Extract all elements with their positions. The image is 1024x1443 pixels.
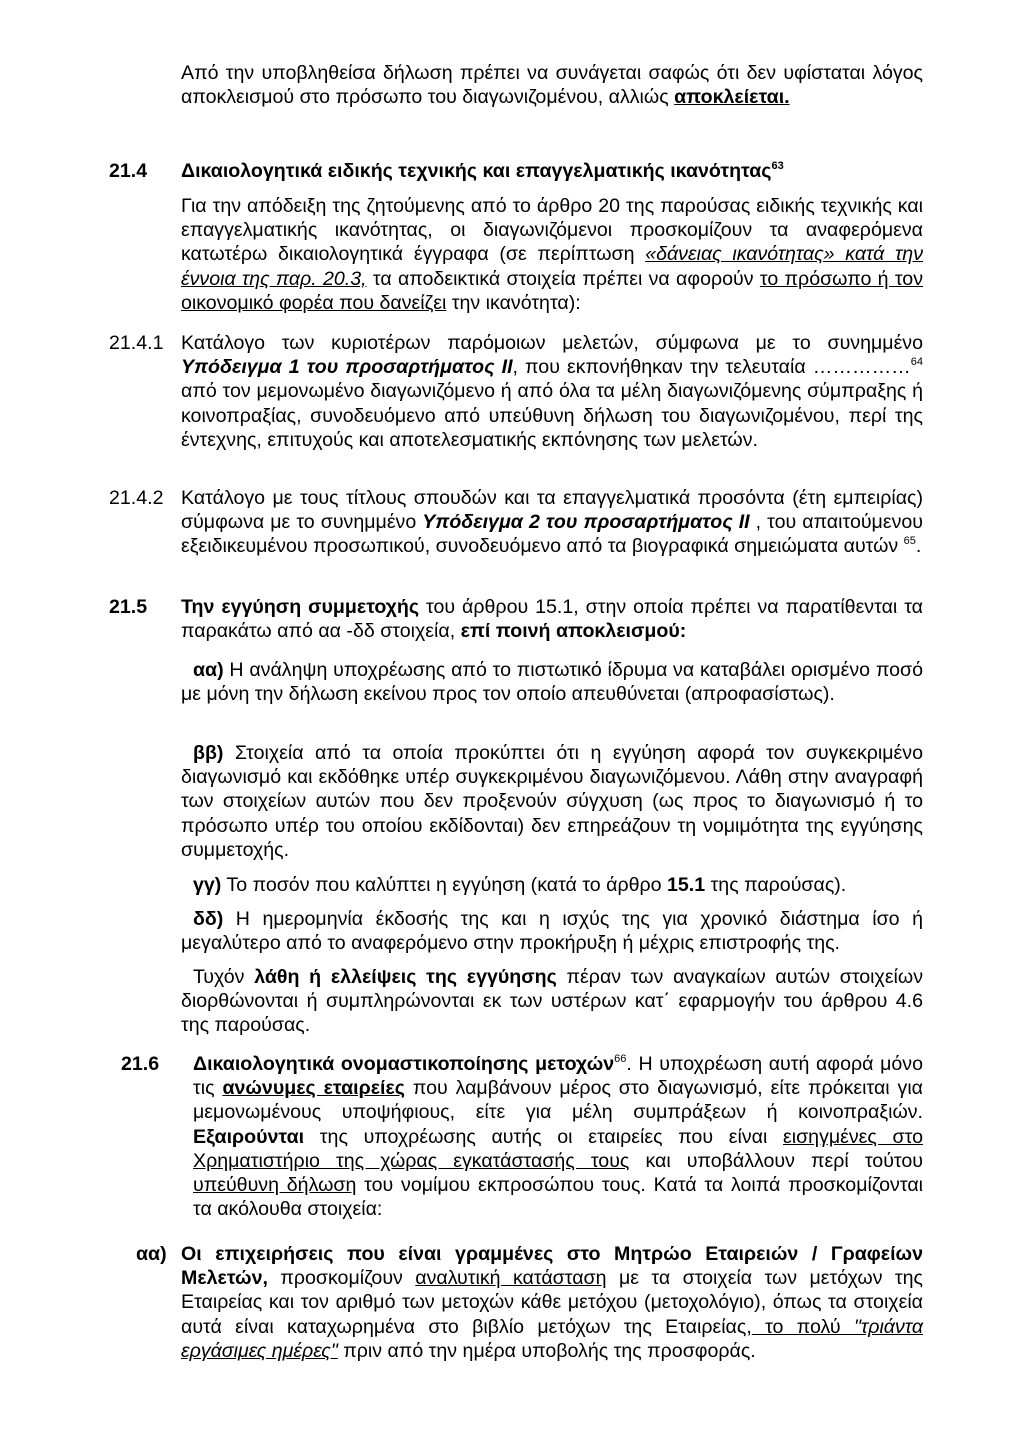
item-21-5-bb: ββ) Στοιχεία από τα οποία προκύπτει ότι η εγγύηση αφορά τον συγκεκριμένο διαγωνισμό και εκδόθηκε υπέρ συγκεκριμένου διαγωνιζόμενου. Λάθη στην αναγραφή των στοιχείων αυτών που δεν προξενούν σύγχυση (ως προς το διαγωνισμό ή το πρόσωπο υπέρ του οποίου εκδίδονται) δεν επηρεάζουν τη νομιμότητα της εγγύησης συμμετοχής. bbox=[181, 742, 923, 861]
section-21-4-1-number: 21.4.1 bbox=[109, 332, 164, 354]
item-21-6-aa: Οι επιχειρήσεις που είναι γραμμένες στο Μητρώο Εταιρειών / Γραφείων Μελετών, προσκομίζουν αναλυτική κατάσταση με τα στοιχεία των μετόχων της Εταιρείας και τον αριθμό των μετοχών κάθε μετόχου (μετοχολόγιο), όπως τα στοιχεία αυτά είναι καταχωρημένα στο βιβλίο μετόχων της Εταιρείας, το πολύ "τριάντα εργάσιμες ημέρες" πριν από την ημέρα υποβολής της προσφοράς. bbox=[181, 1243, 924, 1362]
intro-paragraph bbox=[181, 61, 923, 109]
exclusion-penalty: επί ποινή αποκλεισμού: bbox=[460, 620, 687, 643]
section-21-5-number: 21.5 bbox=[109, 596, 148, 618]
item-21-5-dd: δδ) Η ημερομηνία έκδοσής της και η ισχύς της για χρονικό διάστημα ίσο ή μεγαλύτερο από το αναφερόμενο στην προκήρυξη ή μέχρις επιστροφής της. bbox=[181, 908, 923, 955]
section-21-4-paragraph: Για την απόδειξη της ζητούμενης από το άρθρο 20 της παρούσας ειδικής τεχνικής και επαγγελματικής ικανότητας, οι διαγωνιζόμενοι προσκομίζουν τα αναφερόμενα κατωτέρω δικαιολογητικά έγγραφα (σε περίπτωση «δάνειας ικανότητας» κατά την έννοια της παρ. 20.3, τα αποδεικτικά στοιχεία πρέπει να αφορούν το πρόσωπο ή τον οικονομικό φορέα που δανείζει την ικανότητα): bbox=[181, 195, 924, 314]
intro-exclusion-emphasis: αποκλείεται. bbox=[674, 86, 790, 109]
anonymous-companies: ανώνυμες εταιρείες bbox=[222, 1077, 405, 1100]
section-21-4-number: 21.4 bbox=[109, 160, 148, 182]
section-21-4-2-number: 21.4.2 bbox=[109, 487, 164, 509]
item-aa-label: αα) bbox=[193, 659, 224, 681]
item-gg-label: γγ) bbox=[193, 874, 222, 896]
section-21-5-title: Την εγγύηση συμμετοχής bbox=[181, 596, 420, 618]
template-2-reference: Υπόδειγμα 2 του προσαρτήματος ΙΙ bbox=[422, 511, 750, 534]
footnote-ref-64: 64 bbox=[910, 356, 923, 369]
exempted-word: Εξαιρούνται bbox=[193, 1125, 305, 1148]
listed-companies-phrase: εισηγμένες στο Χρηματιστήριο της χώρας εγκατάστασής τους bbox=[193, 1125, 923, 1172]
item-21-6-aa-label: αα) bbox=[136, 1243, 167, 1265]
section-21-6-number: 21.6 bbox=[121, 1053, 160, 1075]
section-21-4-title: Δικαιολογητικά ειδικής τεχνικής και επαγγελματικής ικανότητας$^{63}$ bbox=[181, 160, 784, 182]
intro-text: Από την υποβληθείσα δήλωση πρέπει να συνάγεται σαφώς ότι δεν υφίσταται λόγος αποκλεισμού στο πρόσωπο του διαγωνιζομένου, αλλιώς bbox=[181, 62, 923, 109]
template-1-reference: Υπόδειγμα 1 του προσαρτήματος ΙΙ bbox=[181, 356, 513, 379]
detailed-statement-phrase: αναλυτική κατάσταση bbox=[415, 1267, 607, 1290]
footnote-ref-65: 65 bbox=[903, 535, 916, 548]
section-21-4-2-paragraph: Κατάλογο με τους τίτλους σπουδών και τα επαγγελματικά προσόντα (έτη εμπειρίας) σύμφωνα με το συνημμένο Υπόδειγμα 2 του προσαρτήματος ΙΙ , του απαιτούμενου εξειδικευμένου προσωπικού, συνοδευόμενο από τα βιογραφικά σημειώματα αυτών $^{65}$. bbox=[181, 487, 923, 558]
borrowed-capacity-phrase: «δάνειας ικανότητας» κατά την έννοια της παρ. 20.3, bbox=[181, 243, 923, 290]
solemn-declaration-phrase: υπεύθυνη δήλωση bbox=[193, 1174, 357, 1197]
item-bb-label: ββ) bbox=[193, 742, 224, 764]
footnote-ref-63: 63 bbox=[771, 160, 784, 172]
item-21-5-gg: γγ) Το ποσόν που καλύπτει η εγγύηση (κατά το άρθρο 15.1 της παρούσας). bbox=[193, 874, 847, 896]
article-15-1-ref: 15.1 bbox=[666, 874, 706, 896]
guarantee-errors-emphasis: λάθη ή ελλείψεις της εγγύησης bbox=[254, 966, 557, 988]
section-21-6-paragraph: Δικαιολογητικά ονομαστικοποίησης μετοχών$^{66}$. Η υποχρέωση αυτή αφορά μόνο τις ανώνυμες εταιρείες που λαμβάνουν μέρος στο διαγωνισμό, είτε πρόκειται για μεμονωμένους υποψήφιους, είτε για μέλη συμπράξεων ή κοινοπραξιών. Εξαιρούνται της υποχρέωσης αυτής οι εταιρείες που είναι εισηγμένες στο Χρηματιστήριο της χώρας εγκατάστασής τους και υποβάλλουν περί τούτου υπεύθυνη δήλωση του νομίμου εκπροσώπου τους. Κατά τα λοιπά προσκομίζονται τα ακόλουθα στοιχεία: bbox=[193, 1053, 924, 1221]
section-21-4-1-paragraph: Κατάλογο των κυριοτέρων παρόμοιων μελετών, σύμφωνα με το συνημμένο Υπόδειγμα 1 του προσαρτήματος ΙΙ, που εκπονήθηκαν την τελευταία ……………$^{64}$ από τον μεμονωμένο διαγωνιζόμενο ή από όλα τα μέλη διαγωνιζόμενης σύμπραξης ή κοινοπραξίας, συνοδευόμενο από υπεύθυνη δήλωση του διαγωνιζομένου, περί της έντεχνης, επιτυχούς και αποτελεσματικής εκπόνησης των μελετών. bbox=[181, 332, 923, 451]
section-21-6-title: Δικαιολογητικά ονομαστικοποίησης μετοχών bbox=[193, 1053, 615, 1075]
lender-phrase: το πρόσωπο ή τον οικονομικό φορέα που δανείζει bbox=[181, 267, 924, 314]
section-21-5-paragraph: Την εγγύηση συμμετοχής του άρθρου 15.1, στην οποία πρέπει να παρατίθενται τα παρακάτω από αα -δδ στοιχεία, επί ποινή αποκλεισμού: bbox=[181, 596, 923, 643]
guarantee-errors-paragraph: Τυχόν λάθη ή ελλείψεις της εγγύησης πέραν των αναγκαίων αυτών στοιχείων διορθώνονται ή συμπληρώνονται εκ των υστέρων κατ΄ εφαρμογήν του άρθρου 4.6 της παρούσας. bbox=[181, 966, 923, 1037]
registry-companies-title: Οι επιχειρήσεις που είναι γραμμένες στο Μητρώο Εταιρειών / Γραφείων Μελετών, bbox=[181, 1243, 923, 1290]
blank-dots: …………… bbox=[812, 356, 911, 379]
item-21-5-aa: αα) Η ανάληψη υποχρέωσης από το πιστωτικό ίδρυμα να καταβάλει ορισμένο ποσό με μόνη την δήλωση εκείνου προς τον οποίο απευθύνεται (απροφασίστως). bbox=[181, 659, 923, 706]
thirty-working-days-phrase: "τριάντα εργάσιμες ημέρες" bbox=[181, 1315, 923, 1362]
footnote-ref-66: 66 bbox=[614, 1053, 627, 1065]
item-dd-label: δδ) bbox=[193, 908, 224, 930]
at-most-phrase: το πολύ bbox=[751, 1315, 854, 1338]
